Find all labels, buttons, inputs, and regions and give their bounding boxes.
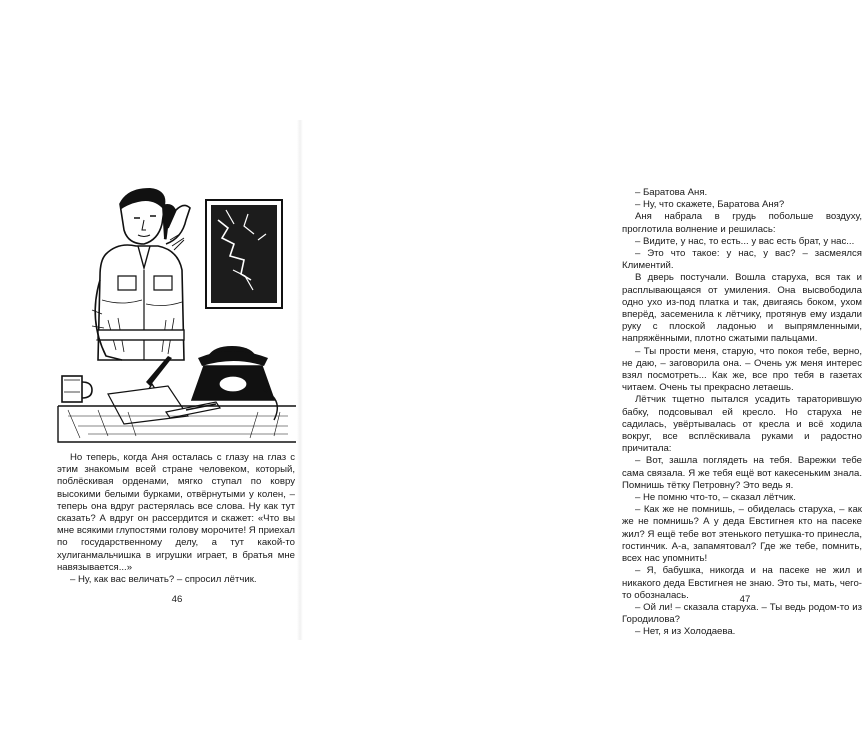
paragraph: – Не помню что-то, – сказал лётчик. xyxy=(634,492,796,504)
paragraph: – Видите, у нас, то есть... у вас есть брат, у нас... xyxy=(634,235,855,247)
paragraph: – Ой ли! – сказала старуха. – Ты ведь родом-то из Городилова? xyxy=(622,601,862,626)
paragraph: – Нет, я из Холодаева. xyxy=(634,626,736,638)
paragraph: Лётчик тщетно пытался усадить тараторившую бабку, подсовывал ей кресло. Но старуха не садилась, увёртывалась от кресла и всё ходила вокруг, все всплёскивала руками и радостно причитала: xyxy=(622,394,862,455)
paragraph: – Баратова Аня. xyxy=(634,187,708,198)
paragraph: – Вот, зашла поглядеть на тебя. Варежки тебе сама связала. Я же тебя ещё вот какесеньким знала. Помнишь тётку Петровну? Это ведь я. xyxy=(622,455,862,491)
window-frame-drawing xyxy=(206,200,282,308)
pilot-telephone-illustration xyxy=(58,180,298,448)
paragraph: Аня набрала в грудь побольше воздуху, проглотила волнение и решилась: xyxy=(622,211,862,235)
beer-mug-drawing xyxy=(62,376,92,402)
paragraph: Но теперь, когда Аня осталась с глазу на глаз с этим знакомым всей стране человеком, который, поблёскивая орденами, мягко ступал по ковру высокими белыми бурками, отвёрнутыми у колен, – теперь она вдруг растерялась все слова. Ну как тут сказать? А вдруг он рассердится и скажет: «Что вы мне всякими глупостями голову морочите! Я приехал по государственному делу, а тут какой-то хулиганмальчишка в игрушки играет, в братья мне навязывается...» xyxy=(57,452,296,573)
paragraph: – Это что такое: у нас, у вас? – засмеялся Климентий. xyxy=(622,248,862,272)
paragraph: В дверь постучали. Вошла старуха, вся так и расплывающаяся от умиления. Она высвободила одно ухо из-под платка и так, двигаясь боком, ухом вперёд, засеменила к лётчику, протянув ему издали руку с плоской ладонью и выпрямленными, напряжёнными, плотно сжатыми пальцами. xyxy=(622,272,862,345)
paragraph: – Ну, что скажете, Баратова Аня? xyxy=(634,199,785,211)
right-page xyxy=(300,0,862,750)
paragraph: – Как же не помнишь, – обиделась старуха, – как же не помнишь? А у деда Евстигнея кто на пасеке жил? Я ещё тебе вот этенького петушка-то принесла, гостинчик. А-а, запамятовал? Где же тебе, помнить, всех нас упомнить! xyxy=(622,504,862,565)
paragraph: – Ты прости меня, старую, что покоя тебе, верно, не даю, – заговорила она. – Очень уж меня интерес взял посмотреть... Как же, все про тебя в газетах читаем. Очень ты прекрасно летаешь. xyxy=(622,345,862,394)
right-page-text xyxy=(622,187,862,639)
paragraph: – Ну, как вас величать? – спросил лётчик. xyxy=(69,574,257,586)
left-page-text xyxy=(57,452,295,586)
page-number-left: 46 xyxy=(171,594,183,605)
paragraph: – Я, бабушка, никогда и на пасеке не жил и никакого деда Евстигнея не знаю. Это ты, мать, чего-то обозналась. xyxy=(622,565,862,601)
pilot-figure-drawing xyxy=(92,188,190,360)
left-page xyxy=(0,0,300,750)
page-number-right: 47 xyxy=(739,594,751,605)
